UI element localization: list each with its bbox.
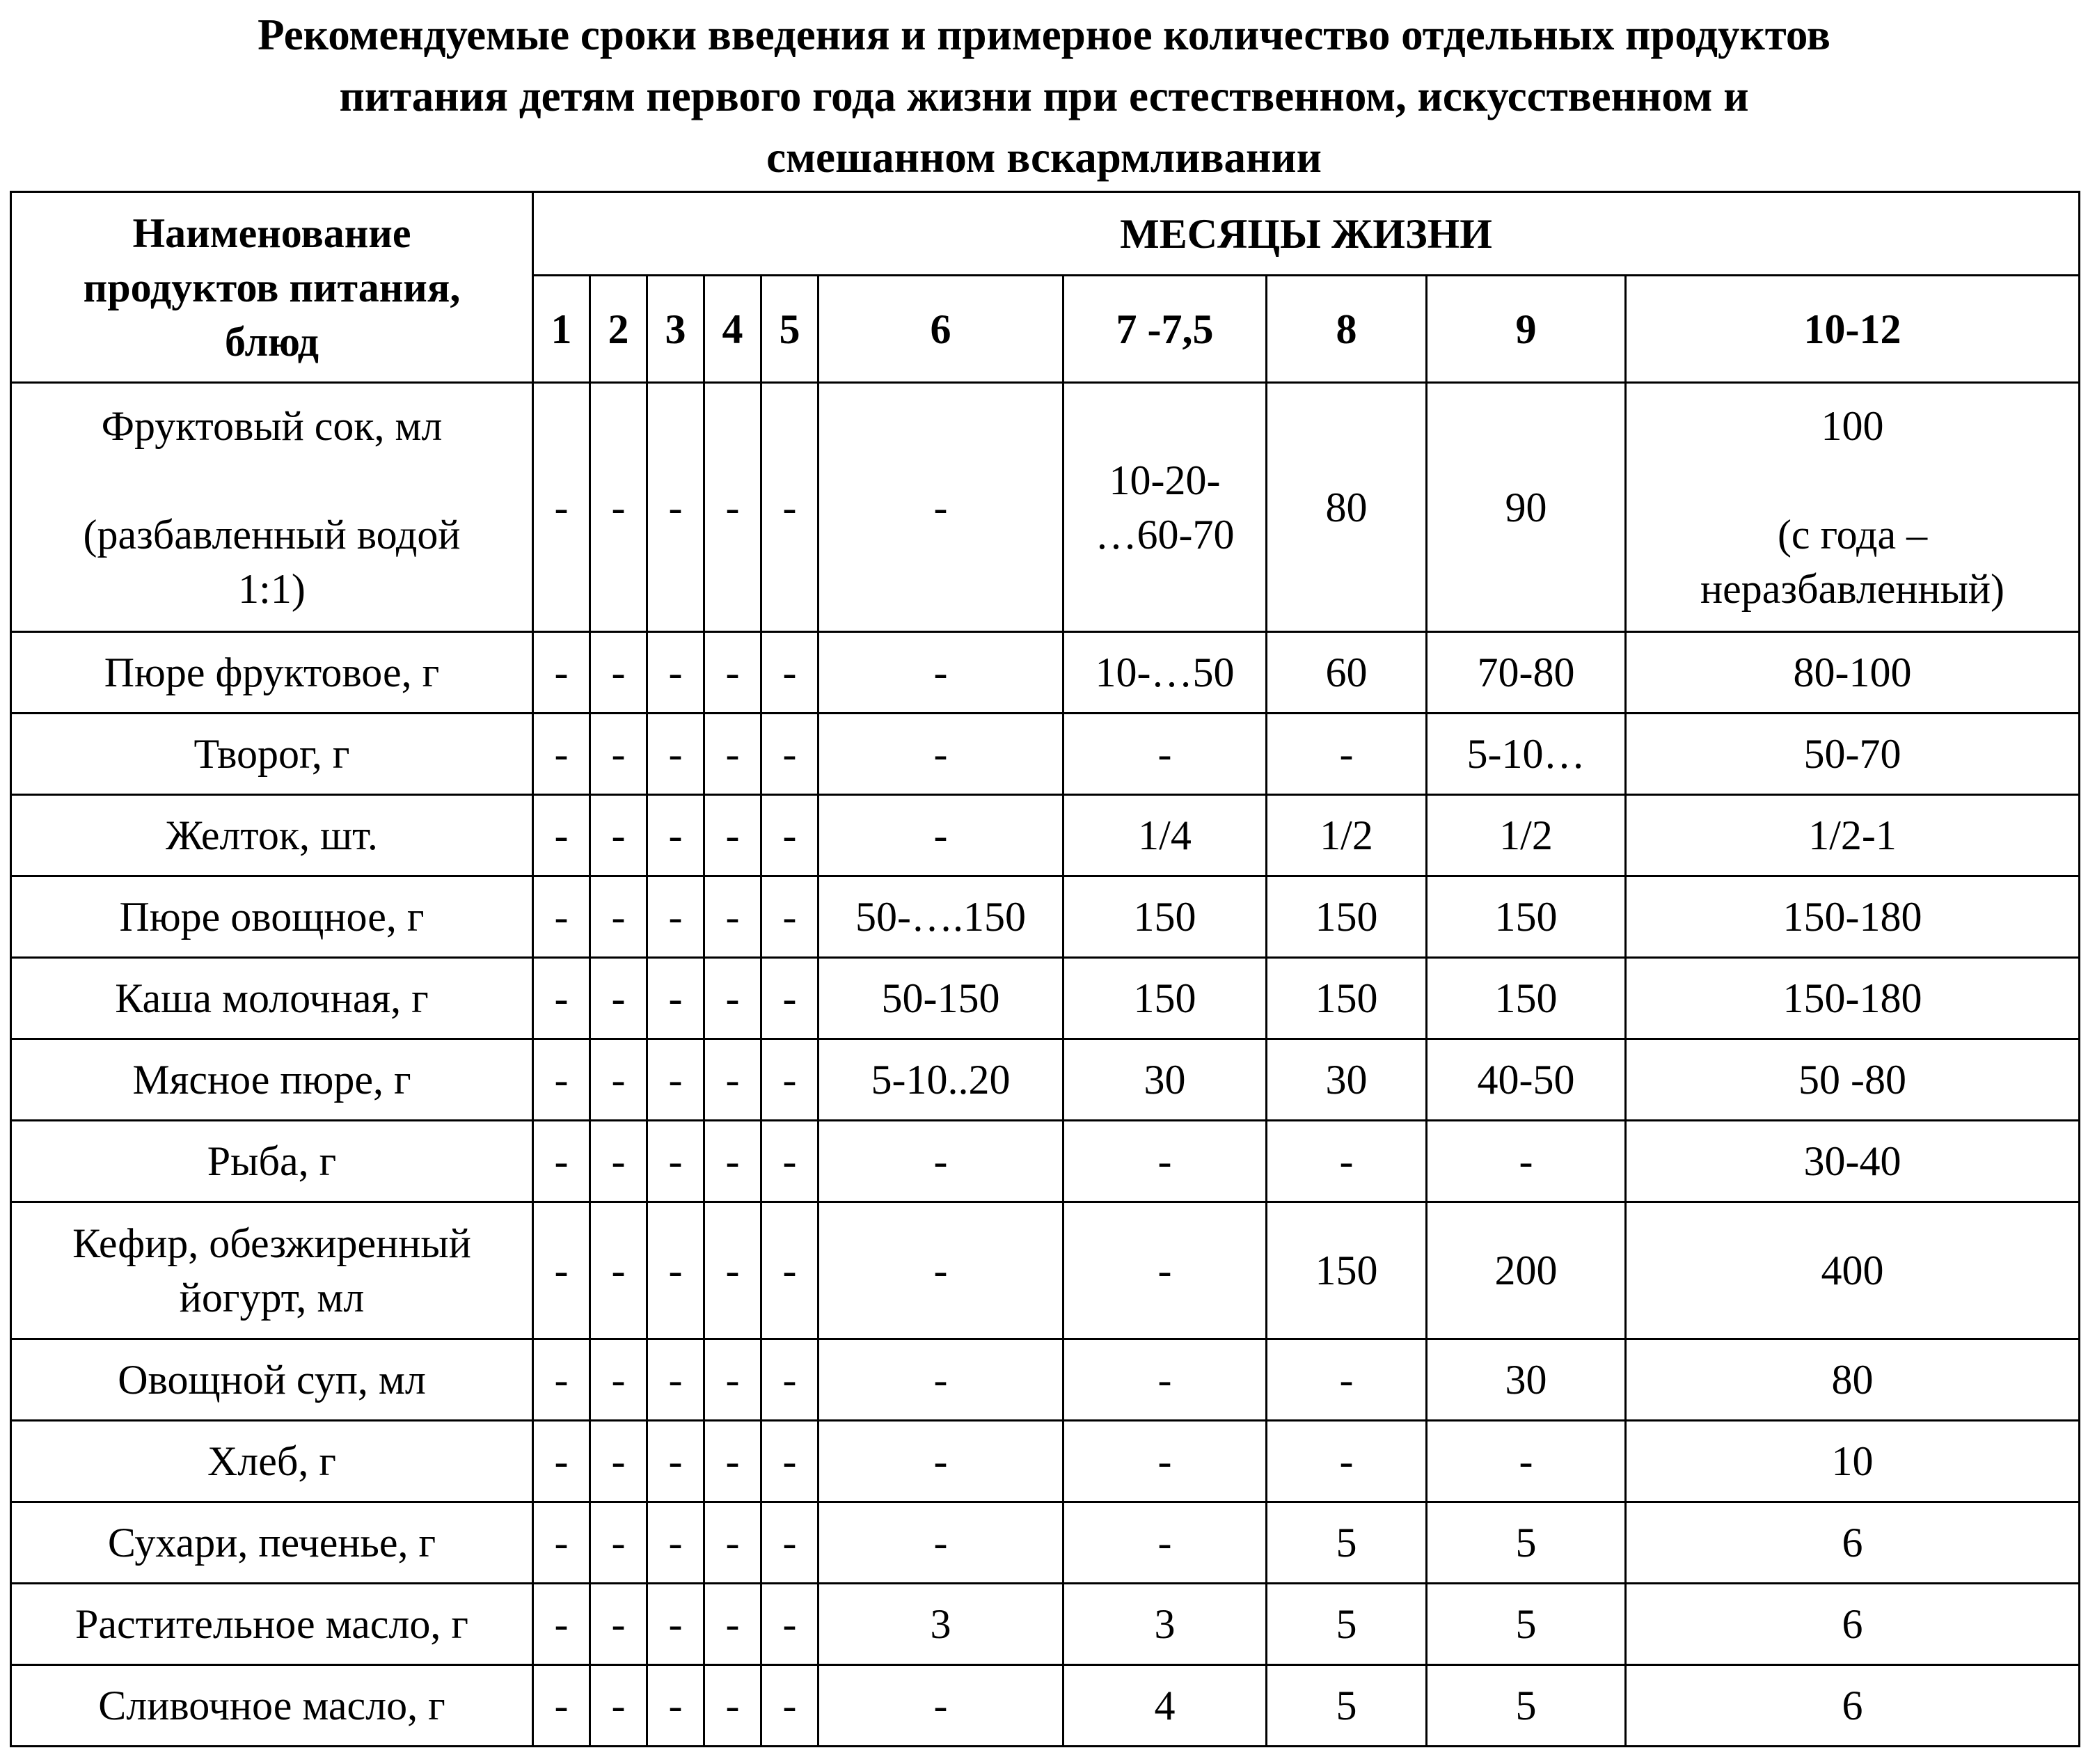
value-cell: - (1267, 1339, 1427, 1421)
value-cell: 150 (1063, 876, 1267, 958)
value-cell (1626, 383, 2080, 632)
value-cell: - (761, 1665, 818, 1747)
value-cell: - (590, 1502, 647, 1584)
value-cell: - (647, 1121, 704, 1202)
value-cell: - (1267, 714, 1427, 795)
value-cell: 1/2 (1267, 795, 1427, 876)
value-cell: - (704, 1039, 761, 1121)
value-cell: 80-100 (1626, 632, 2080, 714)
feeding-schedule-table (10, 191, 2080, 1747)
value-cell: - (533, 1584, 590, 1665)
table-row (11, 1421, 2080, 1502)
value-cell: - (647, 1039, 704, 1121)
value-cell: - (533, 1039, 590, 1121)
value-cell: - (1063, 1202, 1267, 1339)
value-cell: - (647, 876, 704, 958)
value-cell: 4 (1063, 1665, 1267, 1747)
value-cell: - (647, 1339, 704, 1421)
product-name-cell: Желток, шт. (11, 795, 533, 876)
value-cell: 80 (1626, 1339, 2080, 1421)
value-cell: - (761, 1421, 818, 1502)
product-name-cell: Сухари, печенье, г (11, 1502, 533, 1584)
value-cell: - (647, 1421, 704, 1502)
value-cell: - (590, 795, 647, 876)
value-cell: - (761, 1502, 818, 1584)
table-row (11, 1584, 2080, 1665)
title-line-2: питания детям первого года жизни при естественном, искусственном и (339, 72, 1749, 120)
value-cell: 5 (1427, 1584, 1626, 1665)
month-header: 4 (704, 276, 761, 383)
value-cell: - (818, 632, 1063, 714)
value-cell: - (704, 1121, 761, 1202)
value-cell: 5 (1267, 1665, 1427, 1747)
value-cell: 30-40 (1626, 1121, 2080, 1202)
table-row (11, 1121, 2080, 1202)
kefir-name-line-2: йогурт, мл (179, 1275, 365, 1321)
value-cell: - (704, 1502, 761, 1584)
value-cell: 50 -80 (1626, 1039, 2080, 1121)
value-cell: - (1063, 714, 1267, 795)
value-cell: 50-150 (818, 958, 1063, 1039)
product-header-line-3: блюд (225, 318, 319, 365)
value-cell: 10 (1626, 1421, 2080, 1502)
juice-m10-line-1: 100 (1821, 402, 1884, 449)
value-cell: - (761, 1202, 818, 1339)
product-header-line-2: продуктов питания, (83, 264, 461, 310)
value-cell: - (533, 1421, 590, 1502)
value-cell: 150-180 (1626, 876, 2080, 958)
juice-name-line-1: Фруктовый сок, мл (101, 402, 443, 449)
value-cell: - (818, 1502, 1063, 1584)
value-cell: - (761, 383, 818, 632)
value-cell: 1/2 (1427, 795, 1626, 876)
value-cell: - (818, 1421, 1063, 1502)
value-cell: - (647, 632, 704, 714)
value-cell: - (704, 1202, 761, 1339)
value-cell: - (590, 632, 647, 714)
value-cell: - (647, 1665, 704, 1747)
table-row-juice (11, 383, 2080, 632)
product-name-cell: Мясное пюре, г (11, 1039, 533, 1121)
value-cell: - (704, 714, 761, 795)
table-row (11, 1339, 2080, 1421)
table-row-kefir (11, 1202, 2080, 1339)
month-header: 9 (1427, 276, 1626, 383)
value-cell: - (818, 714, 1063, 795)
value-cell: - (590, 1121, 647, 1202)
value-cell: 10-…50 (1063, 632, 1267, 714)
value-cell: - (818, 1202, 1063, 1339)
product-name-cell: Творог, г (11, 714, 533, 795)
table-row (11, 632, 2080, 714)
value-cell: 30 (1427, 1339, 1626, 1421)
value-cell: - (647, 714, 704, 795)
value-cell: - (590, 1339, 647, 1421)
value-cell: 5 (1427, 1665, 1626, 1747)
value-cell: 1/4 (1063, 795, 1267, 876)
value-cell: - (590, 1039, 647, 1121)
value-cell: 6 (1626, 1665, 2080, 1747)
product-name-cell (11, 383, 533, 632)
value-cell: - (533, 1202, 590, 1339)
value-cell: 150 (1267, 958, 1427, 1039)
product-name-cell: Пюре овощное, г (11, 876, 533, 958)
value-cell: - (1063, 1121, 1267, 1202)
value-cell: - (704, 632, 761, 714)
month-header: 5 (761, 276, 818, 383)
product-name-cell: Пюре фруктовое, г (11, 632, 533, 714)
value-cell: - (818, 795, 1063, 876)
table-row (11, 1665, 2080, 1747)
title-line-1: Рекомендуемые сроки введения и примерное количество отдельных продуктов (258, 10, 1830, 59)
product-name-cell: Каша молочная, г (11, 958, 533, 1039)
value-cell: 6 (1626, 1502, 2080, 1584)
value-cell: - (818, 383, 1063, 632)
value-cell: 60 (1267, 632, 1427, 714)
value-cell: 50-70 (1626, 714, 2080, 795)
value-cell (1063, 383, 1267, 632)
table-row (11, 876, 2080, 958)
value-cell: 80 (1267, 383, 1427, 632)
value-cell: - (761, 795, 818, 876)
month-header: 2 (590, 276, 647, 383)
table-row (11, 1502, 2080, 1584)
value-cell: - (704, 1421, 761, 1502)
value-cell: 30 (1063, 1039, 1267, 1121)
value-cell: - (533, 1502, 590, 1584)
value-cell: - (647, 1202, 704, 1339)
value-cell: - (761, 1039, 818, 1121)
value-cell: 5-10..20 (818, 1039, 1063, 1121)
value-cell: 50-….150 (818, 876, 1063, 958)
value-cell: - (761, 632, 818, 714)
value-cell: 150 (1427, 958, 1626, 1039)
table-row (11, 714, 2080, 795)
value-cell: - (533, 714, 590, 795)
table-row (11, 795, 2080, 876)
value-cell: - (704, 958, 761, 1039)
value-cell: 150 (1063, 958, 1267, 1039)
value-cell: - (590, 714, 647, 795)
header-row-1 (11, 192, 2080, 276)
months-header: МЕСЯЦЫ ЖИЗНИ (533, 192, 2080, 276)
product-column-header (11, 192, 533, 383)
value-cell: - (1063, 1421, 1267, 1502)
value-cell: - (533, 1665, 590, 1747)
value-cell: - (704, 795, 761, 876)
value-cell: - (818, 1665, 1063, 1747)
value-cell: - (533, 632, 590, 714)
value-cell: - (533, 958, 590, 1039)
value-cell: - (761, 876, 818, 958)
value-cell: - (704, 876, 761, 958)
value-cell: - (533, 795, 590, 876)
value-cell: - (1267, 1421, 1427, 1502)
value-cell: 40-50 (1427, 1039, 1626, 1121)
juice-m7-line-2: …60-70 (1095, 511, 1235, 558)
value-cell: - (1427, 1121, 1626, 1202)
value-cell: 90 (1427, 383, 1626, 632)
product-name-cell: Растительное масло, г (11, 1584, 533, 1665)
juice-m10-line-2: (с года – (1777, 511, 1928, 558)
value-cell: - (1267, 1121, 1427, 1202)
value-cell: - (647, 795, 704, 876)
table-row (11, 1039, 2080, 1121)
value-cell: 30 (1267, 1039, 1427, 1121)
juice-name-line-2: (разбавленный водой (83, 511, 461, 558)
month-header: 3 (647, 276, 704, 383)
value-cell: - (761, 1584, 818, 1665)
value-cell: - (1427, 1421, 1626, 1502)
value-cell: 5 (1267, 1502, 1427, 1584)
value-cell: - (590, 1421, 647, 1502)
table-row (11, 958, 2080, 1039)
value-cell: - (1063, 1339, 1267, 1421)
month-header: 1 (533, 276, 590, 383)
value-cell: - (590, 876, 647, 958)
value-cell: - (761, 714, 818, 795)
product-name-cell: Хлеб, г (11, 1421, 533, 1502)
value-cell: - (647, 958, 704, 1039)
value-cell: - (761, 958, 818, 1039)
juice-name-line-3: 1:1) (238, 565, 306, 612)
kefir-name-line-1: Кефир, обезжиренный (72, 1220, 471, 1266)
value-cell: 1/2-1 (1626, 795, 2080, 876)
value-cell: 200 (1427, 1202, 1626, 1339)
month-header: 7 -7,5 (1063, 276, 1267, 383)
juice-m10-line-3: неразбавленный) (1700, 565, 2005, 612)
product-name-cell (11, 1202, 533, 1339)
value-cell: - (704, 383, 761, 632)
product-name-cell: Рыба, г (11, 1121, 533, 1202)
value-cell: 5 (1427, 1502, 1626, 1584)
value-cell: - (533, 383, 590, 632)
document-title (0, 4, 2088, 188)
value-cell: - (533, 876, 590, 958)
value-cell: 3 (1063, 1584, 1267, 1665)
value-cell: - (818, 1339, 1063, 1421)
value-cell: - (704, 1665, 761, 1747)
product-header-line-1: Наименование (132, 210, 411, 256)
value-cell: - (590, 383, 647, 632)
value-cell: 150 (1267, 876, 1427, 958)
value-cell: 150 (1267, 1202, 1427, 1339)
title-line-3: смешанном вскармливании (766, 133, 1322, 182)
value-cell: 150 (1427, 876, 1626, 958)
value-cell: 6 (1626, 1584, 2080, 1665)
value-cell: - (1063, 1502, 1267, 1584)
value-cell: - (590, 1665, 647, 1747)
value-cell: - (761, 1339, 818, 1421)
value-cell: - (704, 1339, 761, 1421)
month-header: 6 (818, 276, 1063, 383)
value-cell: - (761, 1121, 818, 1202)
value-cell: - (818, 1121, 1063, 1202)
value-cell: 400 (1626, 1202, 2080, 1339)
month-header: 8 (1267, 276, 1427, 383)
value-cell: - (590, 1584, 647, 1665)
value-cell: 5-10… (1427, 714, 1626, 795)
value-cell: - (590, 958, 647, 1039)
value-cell: - (533, 1339, 590, 1421)
value-cell: - (647, 1584, 704, 1665)
value-cell: 3 (818, 1584, 1063, 1665)
juice-m7-line-1: 10-20- (1109, 457, 1221, 503)
value-cell: 150-180 (1626, 958, 2080, 1039)
value-cell: - (533, 1121, 590, 1202)
value-cell: 5 (1267, 1584, 1427, 1665)
product-name-cell: Овощной суп, мл (11, 1339, 533, 1421)
value-cell: - (590, 1202, 647, 1339)
product-name-cell: Сливочное масло, г (11, 1665, 533, 1747)
value-cell: - (647, 383, 704, 632)
value-cell: - (647, 1502, 704, 1584)
value-cell: - (704, 1584, 761, 1665)
value-cell: 70-80 (1427, 632, 1626, 714)
month-header: 10-12 (1626, 276, 2080, 383)
